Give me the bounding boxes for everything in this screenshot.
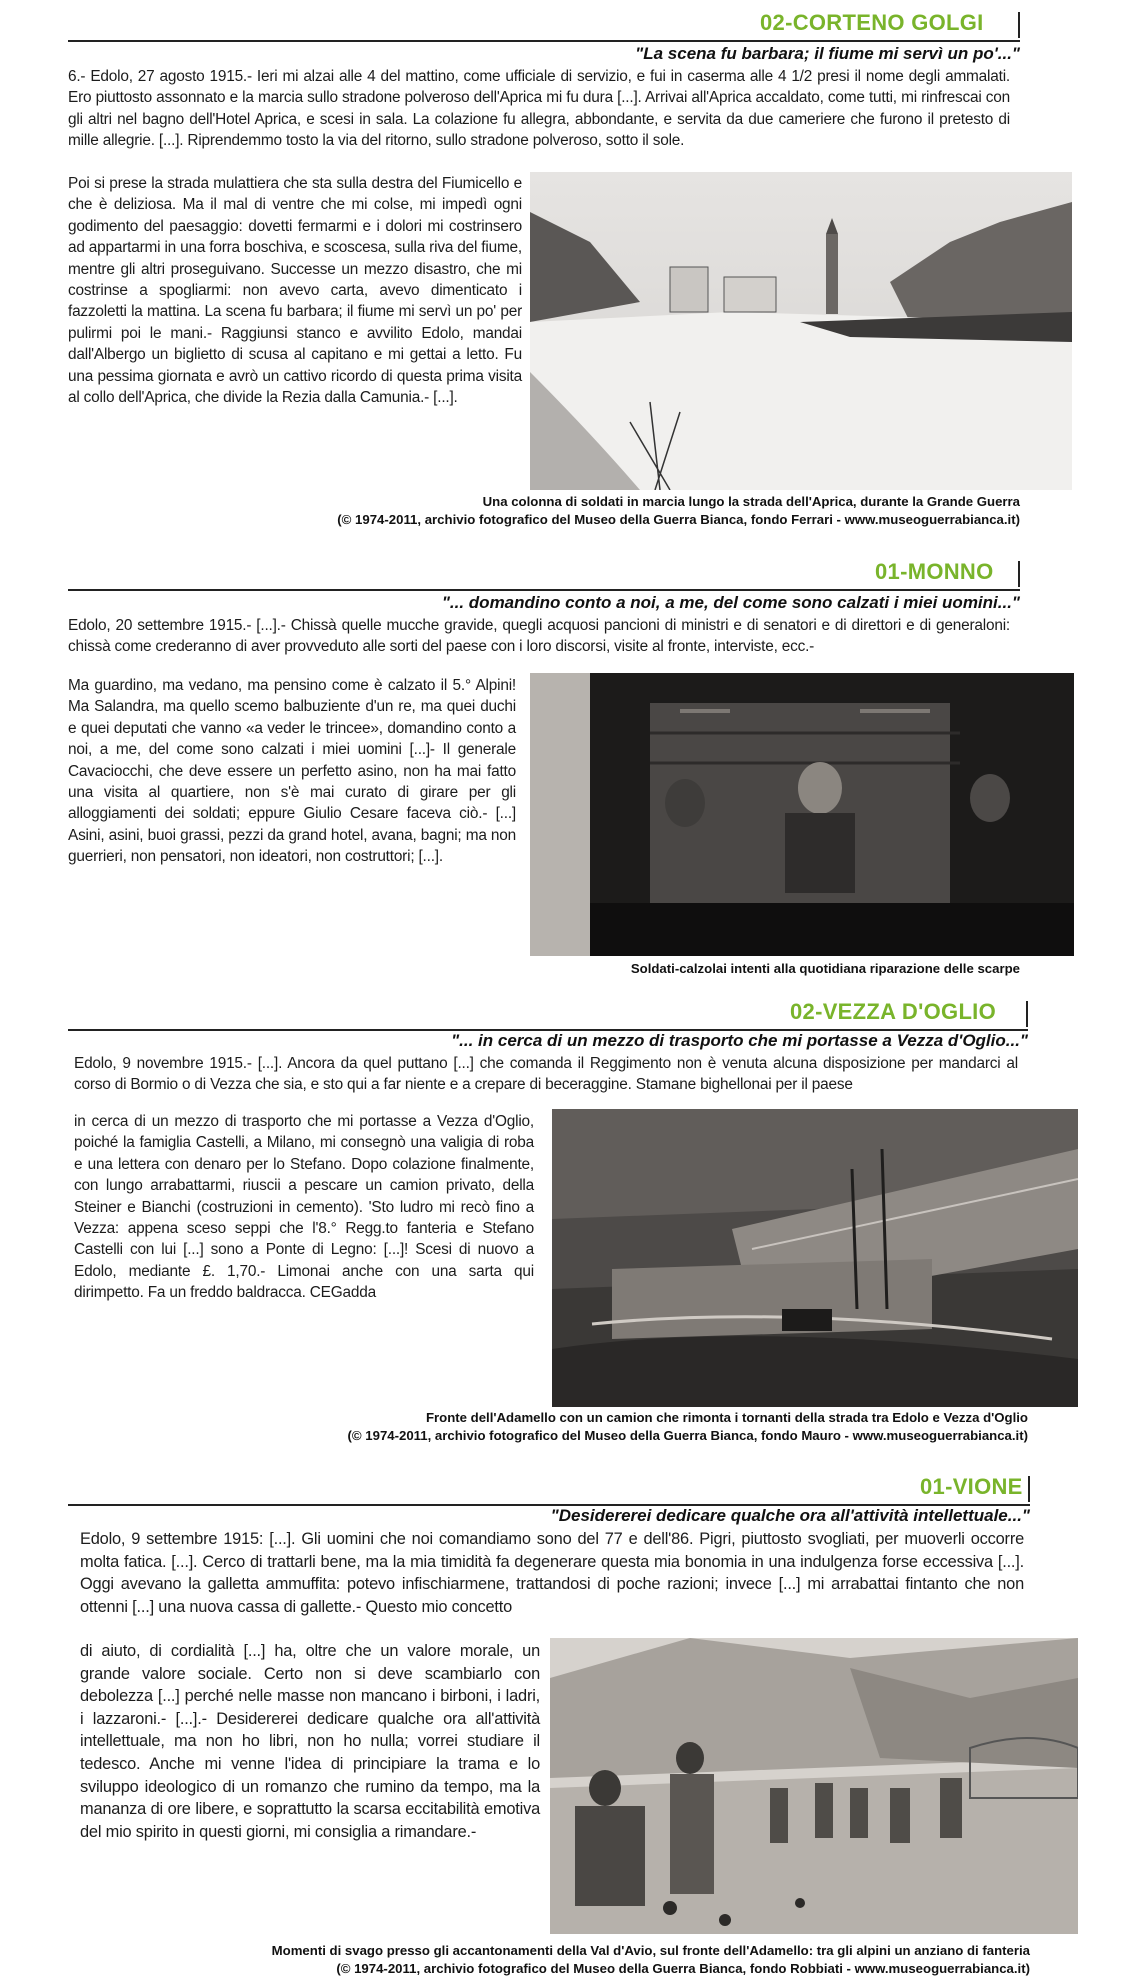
photo-caption bbox=[348, 1409, 1029, 1445]
caption-line: Momenti di svago presso gli accantonamenti della Val d'Avio, sul fronte dell'Adamello: tra gli alpini un anziano di fanteria bbox=[271, 1943, 1030, 1958]
photo-caption bbox=[272, 1942, 1030, 1978]
section-corteno-golgi bbox=[0, 0, 1134, 540]
section-rule-tick bbox=[1028, 1476, 1030, 1502]
caption-line: Soldati-calzolai intenti alla quotidiana riparazione delle scarpe bbox=[630, 961, 1020, 976]
photo-val-davio bbox=[550, 1638, 1078, 1934]
caption-credit: (© 1974-2011, archivio fotografico del Museo della Guerra Bianca, fondo Ferrari - www.museoguerrabianca.it) bbox=[337, 512, 1020, 527]
section-vione bbox=[0, 1470, 1134, 1985]
photo-aprica-road bbox=[530, 172, 1072, 490]
caption-line: Una colonna di soldati in marcia lungo la strada dell'Aprica, durante la Grande Guerra bbox=[482, 494, 1020, 509]
section-quote: "La scena fu barbara; il fiume mi servì un po'..." bbox=[635, 44, 1020, 63]
section-heading: 02-VEZZA D'OGLIO bbox=[790, 999, 997, 1024]
section-heading: 02-CORTENO GOLGI bbox=[760, 10, 984, 35]
article-text-continued: Ma guardino, ma vedano, ma pensino come è calzato il 5.° Alpini! Ma Salandra, ma quello scemo balbuziente d'un re, ma quei duchi e quei deputati che vanno «a veder le trincee», domandino conto a noi, a me, del come sono calzati i miei uomini [...]- Il generale Cavaciocchi, che deve essere un perfetto asino, non ha mai fatto una visita al quartiere, non s'è mai curato di girare per gli alloggiamenti dei soldati; eppure Giulio Cesare faceva ciò.- [...] Asini, asini, buoi grassi, pezzi da grand hotel, avana, bagni; ma non guerrieri, non pensatori, non ideatori, non costruttori; [...]. bbox=[68, 677, 516, 866]
section-monno bbox=[0, 555, 1134, 985]
section-quote: "Desidererei dedicare qualche ora all'attività intellettuale..." bbox=[550, 1506, 1030, 1525]
section-heading: 01-VIONE bbox=[920, 1474, 1023, 1499]
section-quote: "... domandino conto a noi, a me, del come sono calzati i miei uomini..." bbox=[441, 593, 1020, 612]
section-vezza-doglio bbox=[0, 995, 1134, 1460]
section-quote: "... in cerca di un mezzo di trasporto che mi portasse a Vezza d'Oglio..." bbox=[451, 1031, 1028, 1050]
caption-line: Fronte dell'Adamello con un camion che rimonta i tornanti della strada tra Edolo e Vezza d'Oglio bbox=[425, 1410, 1028, 1425]
article-text-continued: in cerca di un mezzo di trasporto che mi portasse a Vezza d'Oglio, poiché la famiglia Castelli, a Milano, mi consegnò una valigia di roba e una lettera con denaro per lo Stefano. Dopo colazione finalmente, con lungo arrabattarmi, riuscii a pescare un camion privato, della Steiner e Bianchi (costruzioni in cemento). 'Sto ludro mi recò fino a Vezza: appena sceso seppi che l'8.° Regg.to fanteria e Stefano Castelli con lui [...] sono a Ponte di Legno: [...]! Scesi di nuovo a Edolo, mediante £. 1,70.- Limonai anche con una sarta qui dirimpetto. Fa un freddo baldracca. CEGadda bbox=[74, 1113, 534, 1302]
article-text: Edolo, 9 novembre 1915.- [...]. Ancora da quel puttano [...] che comanda il Reggimento non è venuta alcuna disposizione per mandarci al corso di Bormio o di Vezza che sia, e sto qui a far niente e a crepare di beceraggine. Stamane bighellonai per il paese bbox=[74, 1055, 1018, 1094]
section-rule-tick bbox=[1026, 1001, 1028, 1027]
photo-caption bbox=[631, 960, 1020, 978]
article-text-continued: Poi si prese la strada mulattiera che sta sulla destra del Fiumicello e che è deliziosa. Ma il mal di ventre che mi colse, mi impedì ogni godimento del paesaggio: dovetti fermarmi e i dolori mi costrinsero ad appartarmi in una forra boschiva, e scoscesa, sulla riva del fiume, mentre gli altri proseguivano. Successe un mezzo disastro, che mi costrinse a spogliarmi: non avevo carta, avevo dimenticato i fazzoletti la mattina. La scena fu barbara; il fiume mi servì un po' per pulirmi poi le mani.- Raggiunsi stanco e avvilito Edolo, mandai dall'Albergo un biglietto di scusa al capitano e mi gettai a letto. Fu una pessima giornata e avrò un cattivo ricordo di questa prima visita al collo dell'Aprica, che divide la Rezia dalla Camunia.- [...]. bbox=[68, 175, 522, 407]
section-rule-tick bbox=[1018, 12, 1020, 38]
article-text: Edolo, 20 settembre 1915.- [...].- Chissà quelle mucche gravide, quegli acquosi pancioni di ministri e di senatori e di direttori e di generaloni: chissà come crederanno di aver provveduto alle sorti del paese con i loro discorsi, visite al fronte, interviste, ecc.- bbox=[68, 617, 1010, 656]
article-text-continued: di aiuto, di cordialità [...] ha, oltre che un valore morale, un grande valore sociale. Certo non si deve scambiarlo con debolezza [...] perché nelle masse non mancano i birboni, i ladri, i lazzaroni.- [...].- Desidererei dedicare qualche ora all'attività intellettuale, ma non ho libri, non ho nulla; vorrei studiare il tedesco. Anche mi venne l'idea di principiare la trama e lo sviluppo ideologico di un romanzo che rumino da tempo, ma la mananza di ore libere, e soprattutto la scarsa eccitabilità emotiva del mio spirito in questi giorni, mi consiglia a rimandare.- bbox=[80, 1642, 540, 1841]
section-heading: 01-MONNO bbox=[875, 559, 994, 584]
article-text: Edolo, 9 settembre 1915: [...]. Gli uomini che noi comandiamo sono del 77 e dell'86. Pigri, piuttosto svogliati, per muoverli occorre molta fatica. [...]. Cerco di trattarli bene, ma la mia timidità fa degenerare questa mia bonomia in una indulgenza forse eccessiva [...]. Oggi avevano la galletta ammuffita: potevo infischiarmene, trattandosi di poche razioni; invece [...] mi arrabattai fintanto che non ottenni [...] una nuova cassa di gallette.- Questo mio concetto bbox=[80, 1530, 1024, 1616]
section-rule bbox=[68, 40, 1020, 42]
caption-credit: (© 1974-2011, archivio fotografico del Museo della Guerra Bianca, fondo Robbiati - www.museoguerrabianca.it) bbox=[336, 1961, 1030, 1976]
article-text: 6.- Edolo, 27 agosto 1915.- Ieri mi alzai alle 4 del mattino, come ufficiale di servizio, e fui in caserma alle 4 1/2 presi il nome degli ammalati. Ero piuttosto assonnato e la marcia sullo stradone polveroso dell'Aprica mi fu dura [...]. Arrivai all'Aprica accaldato, come tutti, mi rinfrescai con gli altri nel bagno dell'Hotel Aprica, e scesi in sala. La colazione fu allegra, abbondante, e servita da due cameriere che furono il pretesto di mille allegrie. [...]. Riprendemmo tosto la via del ritorno, sullo stradone polveroso, sotto il sole. bbox=[68, 68, 1010, 150]
photo-caption bbox=[337, 493, 1020, 529]
caption-credit: (© 1974-2011, archivio fotografico del Museo della Guerra Bianca, fondo Mauro - www.museoguerrabianca.it) bbox=[347, 1428, 1028, 1443]
photo-cobblers bbox=[530, 673, 1074, 956]
section-rule-tick bbox=[1018, 561, 1020, 587]
section-rule bbox=[68, 589, 1020, 591]
photo-truck-adamello bbox=[552, 1109, 1078, 1407]
